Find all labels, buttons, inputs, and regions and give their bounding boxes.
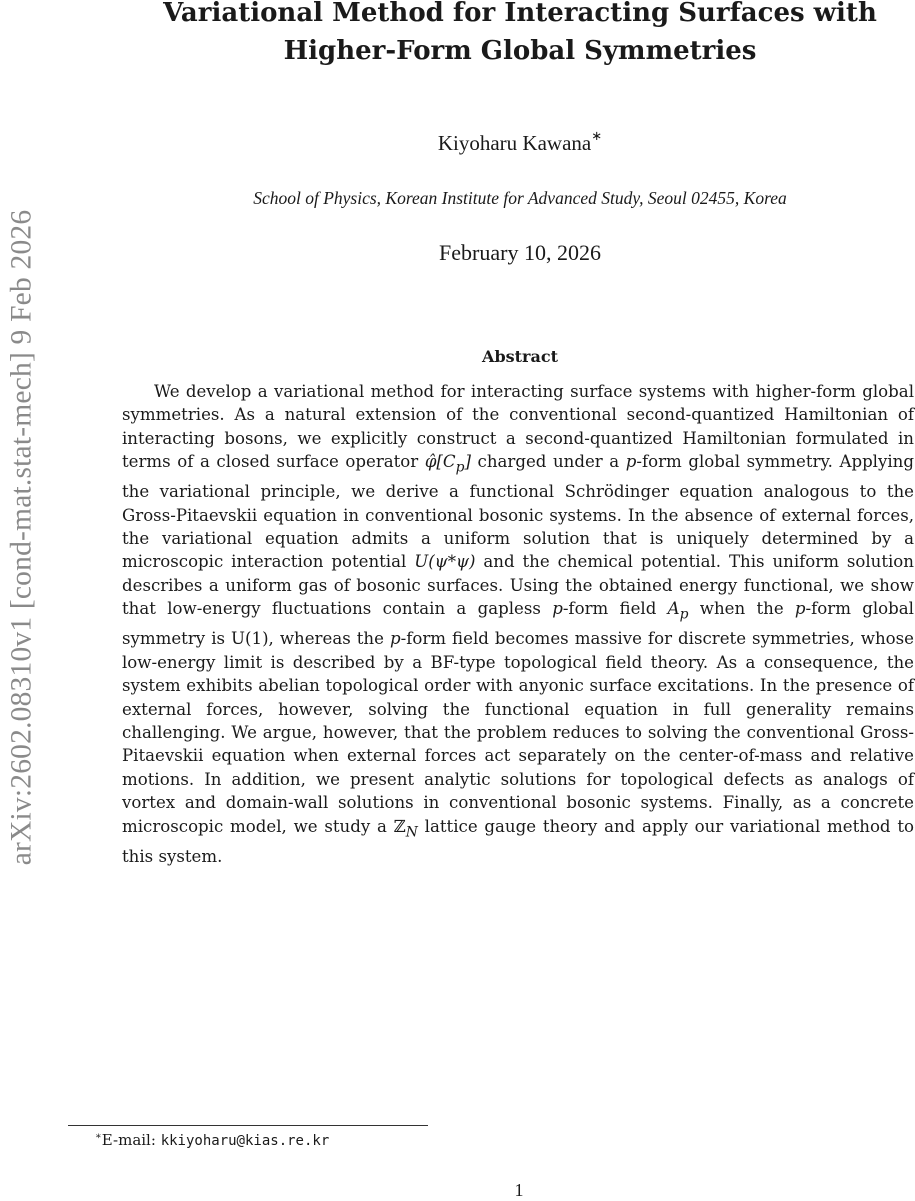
math-zn: ℤ$_N$ — [393, 816, 418, 841]
abstract-text: -form global symmetry. Applying the variational principle, we derive a functional Schrödinger equation analogous to the Gross-Pitaevskii equation in conventional bosonic systems. In the absence of external forces, the variational equation admits a uniform solution that is uniquely determined by a microscopic interaction potential — [122, 452, 914, 572]
footnote — [95, 1131, 329, 1149]
abstract-text: -form field becomes massive for discrete symmetries, whose low-energy limit is described by a BF-type topological field theory. As a consequence, the system exhibits abelian topological order with anyonic surface excitations. In the presence of external forces, however, solving the functional equation in full generality remains challenging. We argue, however, that the problem reduces to solving the conventional Gross-Pitaevskii equation when external forces act separately on the center-of-mass and relative motions. In addition, we present analytic solutions for topological defects as analogs of vortex and domain-wall solutions in conventional bosonic systems. Finally, as a concrete microscopic model, we study a — [122, 629, 915, 836]
author-name: Kiyoharu Kawana — [437, 131, 592, 155]
paper-title — [100, 0, 915, 70]
publication-date: February 10, 2026 — [439, 240, 601, 265]
page-number: 1 — [514, 1180, 524, 1200]
abstract-text: lattice gauge theory and apply our variational method to this system. — [122, 816, 914, 866]
title-line-2: Higher-Form Global Symmetries — [283, 36, 757, 66]
email-link[interactable]: kkiyoharu@kias.re.kr — [160, 1133, 330, 1149]
abstract-text: We develop a variational method for interacting surface systems with higher-form global symmetries. As a natural extension of the conventional second-quantized Hamiltonian of interacting bosons, we explicitly construct a second-quantized Hamiltonian formulated in terms of a closed surface operator — [122, 382, 914, 472]
author-footnote-mark: ∗ — [591, 128, 603, 143]
title-line-1: Variational Method for Interacting Surfaces with — [163, 0, 877, 28]
author-line — [100, 130, 915, 156]
arxiv-identifier: arXiv:2602.08310v1 [cond-mat.stat-mech] 9 Feb 2026 — [5, 209, 38, 866]
math-surface-operator: $\varphî[C_p]$ — [424, 452, 471, 476]
footnote-mark: ∗ — [95, 1131, 102, 1142]
abstract-text: charged under a — [470, 452, 626, 472]
affiliation: School of Physics, Korean Institute for Advanced Study, Seoul 02455, Korea — [253, 188, 787, 208]
footnote-label: E-mail: — [101, 1131, 161, 1149]
math-p: p — [794, 599, 806, 619]
footnote-divider — [68, 1125, 428, 1126]
arxiv-sidebar-stamp — [2, 130, 42, 945]
math-potential: U(ψ*ψ) — [414, 552, 476, 572]
abstract-paragraph — [122, 380, 914, 868]
abstract-text: -form global symmetry is U(1), whereas the — [122, 599, 914, 649]
math-p: p — [625, 452, 637, 472]
abstract-text: and the chemical potential. This uniform solution describes a uniform gas of bosonic surfaces. Using the obtained energy functional, we show that low-energy fluctuations contain a gapless — [122, 552, 914, 619]
abstract-body — [122, 380, 914, 868]
abstract-text: -form field — [562, 599, 668, 619]
math-form-field: $A_p$ — [667, 599, 689, 623]
math-p: p — [389, 629, 401, 649]
abstract-text: when the — [688, 599, 795, 619]
abstract-heading: Abstract — [482, 347, 558, 366]
math-p: p — [552, 599, 563, 619]
